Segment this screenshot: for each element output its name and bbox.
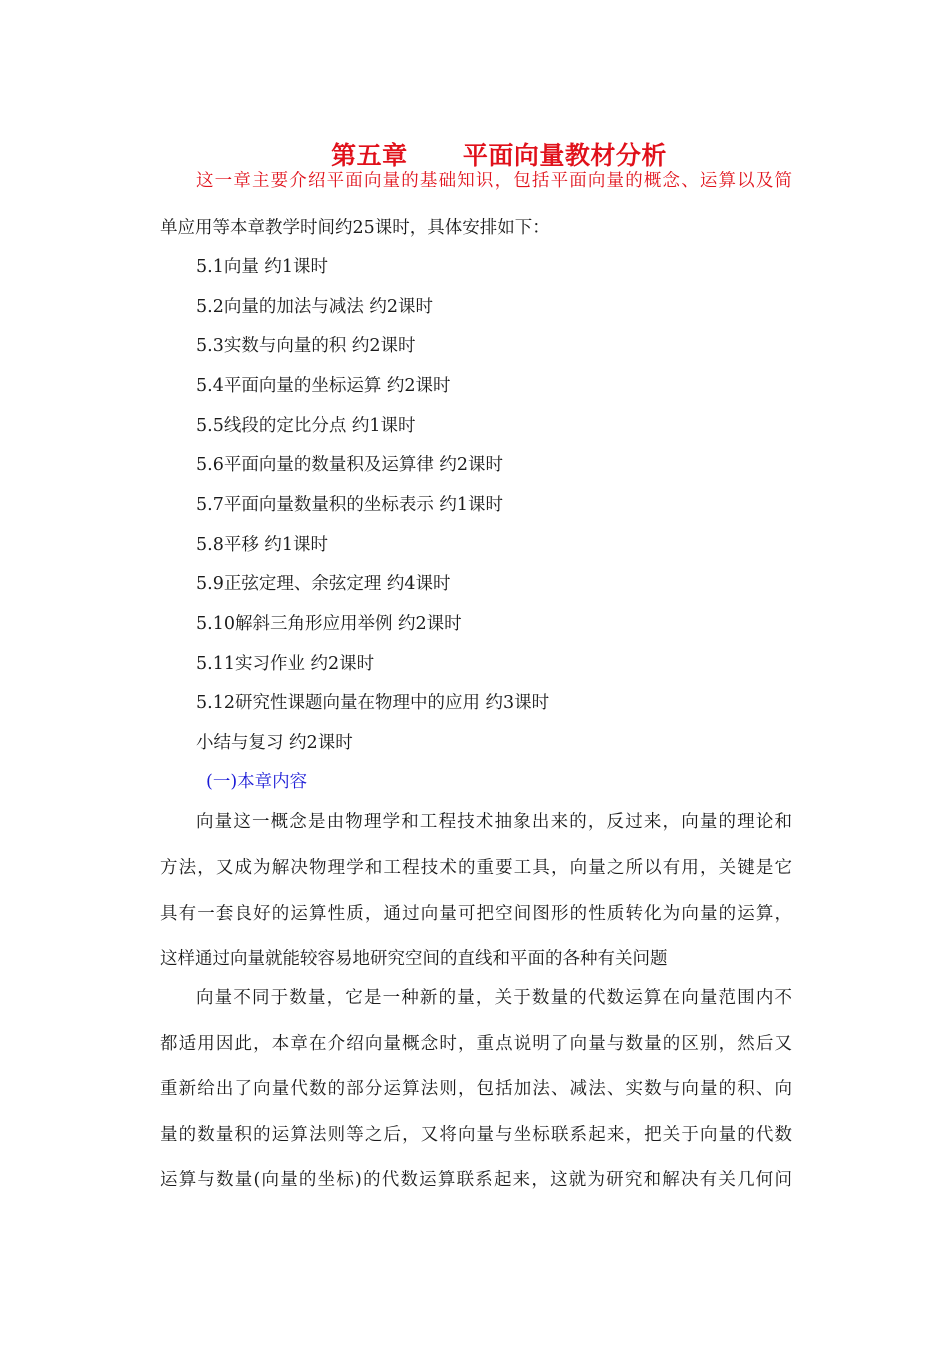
paragraph-line: 向量不同于数量，它是一种新的量，关于数量的代数运算在向量范围内不 xyxy=(196,988,792,1008)
paragraph-line: 方法，又成为解决物理学和工程技术的重要工具，向量之所以有用，关键是它 xyxy=(160,858,792,878)
intro-line-2: 单应用等本章教学时间约25课时，具体安排如下： xyxy=(160,218,550,238)
schedule-item: 5.12研究性课题向量在物理中的应用 约3课时 xyxy=(196,693,550,713)
schedule-item: 5.5线段的定比分点 约1课时 xyxy=(196,416,416,436)
schedule-item: 5.11实习作业 约2课时 xyxy=(196,654,375,674)
schedule-item: 5.3实数与向量的积 约2课时 xyxy=(196,336,416,356)
paragraph-line: 向量这一概念是由物理学和工程技术抽象出来的，反过来，向量的理论和 xyxy=(196,812,792,832)
schedule-item: 5.6平面向量的数量积及运算律 约2课时 xyxy=(196,455,504,475)
paragraph-line: 量的数量积的运算法则等之后，又将向量与坐标联系起来，把关于向量的代数 xyxy=(160,1125,792,1145)
paragraph-line: 运算与数量(向量的坐标)的代数运算联系起来，这就为研究和解决有关几何问 xyxy=(160,1170,792,1190)
schedule-item: 小结与复习 约2课时 xyxy=(196,733,353,753)
schedule-item: 5.8平移 约1课时 xyxy=(196,535,329,555)
schedule-item: 5.9正弦定理、余弦定理 约4课时 xyxy=(196,574,451,594)
schedule-item: 5.1向量 约1课时 xyxy=(196,257,329,277)
paragraph-line: 这样通过向量就能较容易地研究空间的直线和平面的各种有关问题 xyxy=(160,949,668,969)
intro-line-1: 这一章主要介绍平面向量的基础知识，包括平面向量的概念、运算以及简 xyxy=(196,171,792,191)
chapter-title: 第五章 平面向量教材分析 xyxy=(331,141,667,170)
schedule-item: 5.2向量的加法与减法 约2课时 xyxy=(196,297,434,317)
schedule-item: 5.4平面向量的坐标运算 约2课时 xyxy=(196,376,451,396)
section-heading: (一)本章内容 xyxy=(206,772,308,792)
schedule-item: 5.7平面向量数量积的坐标表示 约1课时 xyxy=(196,495,504,515)
schedule-item: 5.10解斜三角形应用举例 约2课时 xyxy=(196,614,462,634)
paragraph-line: 都适用因此，本章在介绍向量概念时，重点说明了向量与数量的区别，然后又 xyxy=(160,1034,792,1054)
paragraph-line: 具有一套良好的运算性质，通过向量可把空间图形的性质转化为向量的运算， xyxy=(160,904,792,924)
paragraph-line: 重新给出了向量代数的部分运算法则，包括加法、减法、实数与向量的积、向 xyxy=(160,1079,792,1099)
